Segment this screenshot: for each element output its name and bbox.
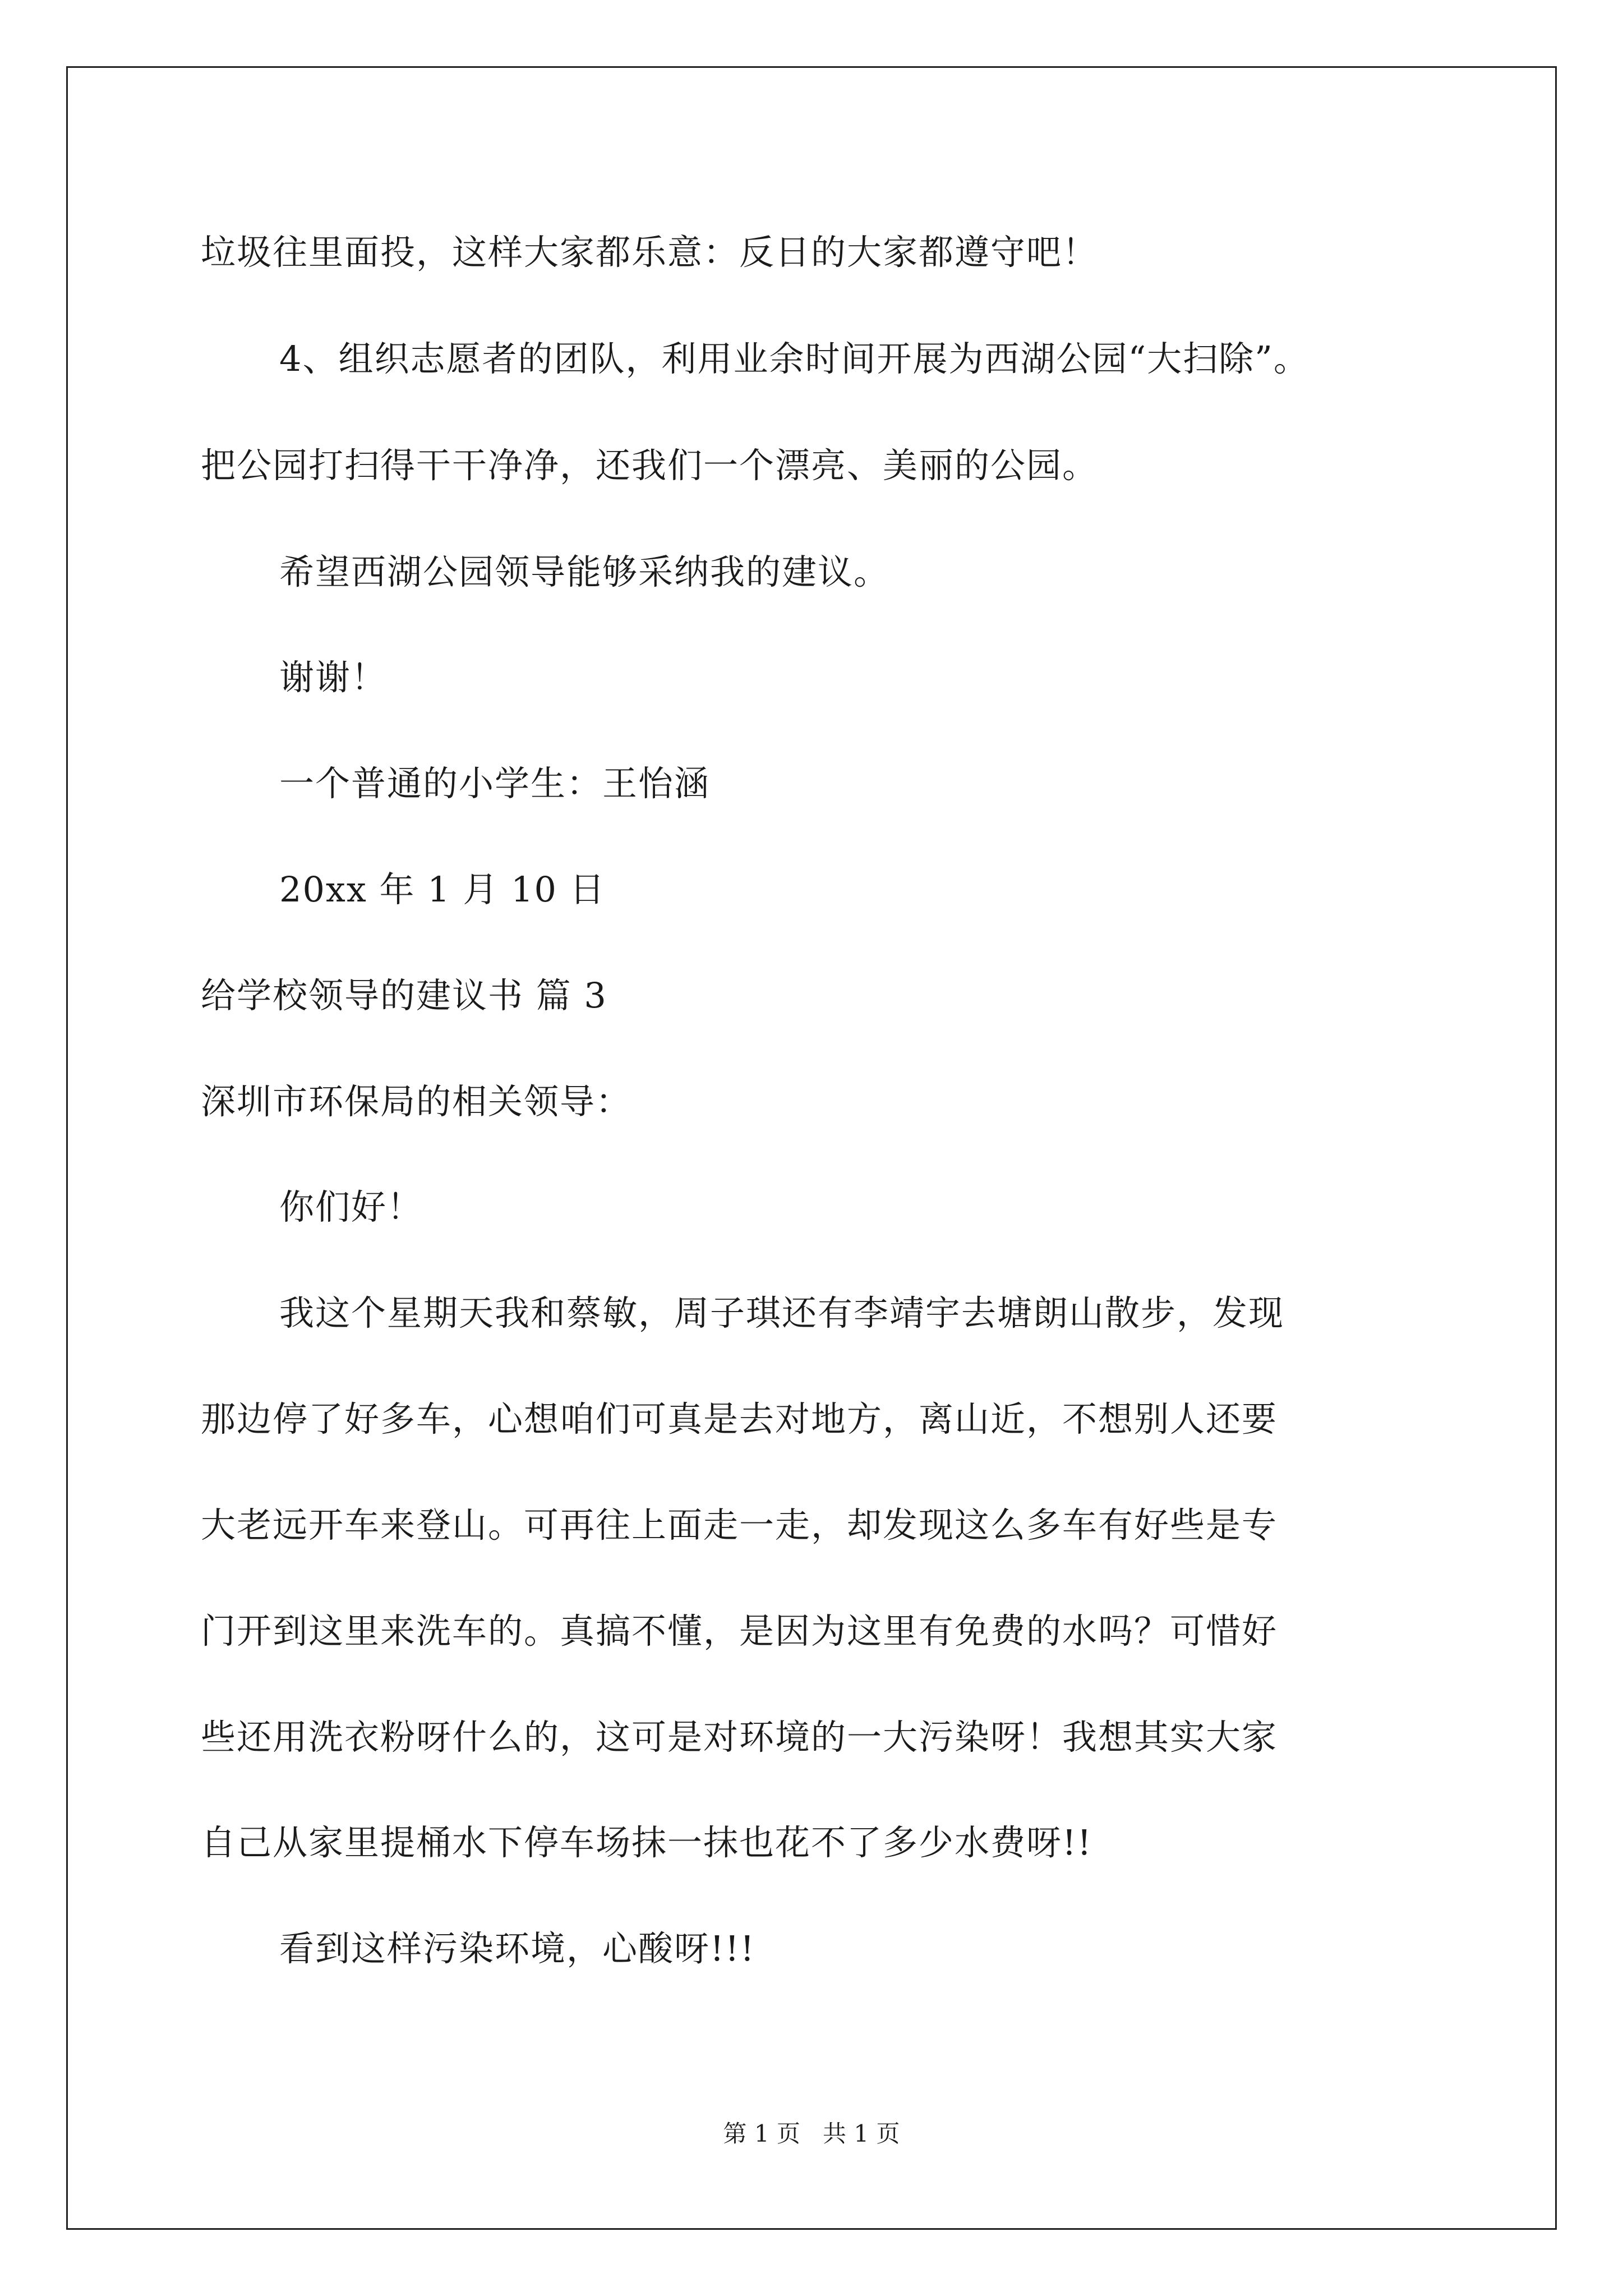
text-line-14: 门开到这里来洗车的。真搞不懂，是因为这里有免费的水吗？可惜好 [201, 1611, 1278, 1651]
date-line: 20xx 年 1 月 10 日 [279, 869, 606, 910]
page-border [66, 66, 1557, 2230]
text-line-17: 看到这样污染环境，心酸呀!!! [279, 1928, 755, 1969]
text-line-4: 希望西湖公园领导能够采纳我的建议。 [279, 551, 890, 592]
text-line-5: 谢谢！ [279, 657, 388, 698]
text-line-3: 把公园打扫得干干净净，还我们一个漂亮、美丽的公园。 [201, 445, 1099, 486]
text-line-1: 垃圾往里面投，这样大家都乐意：反日的大家都遵守吧！ [201, 232, 1099, 273]
text-line-11: 我这个星期天我和蔡敏，周子琪还有李靖宇去塘朗山散步，发现 [279, 1292, 1285, 1333]
page-footer: 第 1 页 共 1 页 [723, 2120, 900, 2147]
text-line-12: 那边停了好多车，心想咱们可真是去对地方，离山近，不想别人还要 [201, 1398, 1278, 1439]
section-heading: 给学校领导的建议书 篇 3 [201, 975, 607, 1016]
greeting: 你们好！ [279, 1186, 423, 1227]
signature-line: 一个普通的小学生：王怡涵 [279, 763, 711, 804]
text-line-13: 大老远开车来登山。可再往上面走一走，却发现这么多车有好些是专 [201, 1504, 1278, 1545]
text-line-15: 些还用洗衣粉呀什么的，这可是对环境的一大污染呀！我想其实大家 [201, 1717, 1278, 1757]
salutation: 深圳市环保局的相关领导： [201, 1081, 632, 1122]
text-line-2: 4、组织志愿者的团队，利用业余时间开展为西湖公园“大扫除”。 [279, 338, 1310, 379]
text-line-16: 自己从家里提桶水下停车场抹一抹也花不了多少水费呀!! [201, 1822, 1092, 1863]
